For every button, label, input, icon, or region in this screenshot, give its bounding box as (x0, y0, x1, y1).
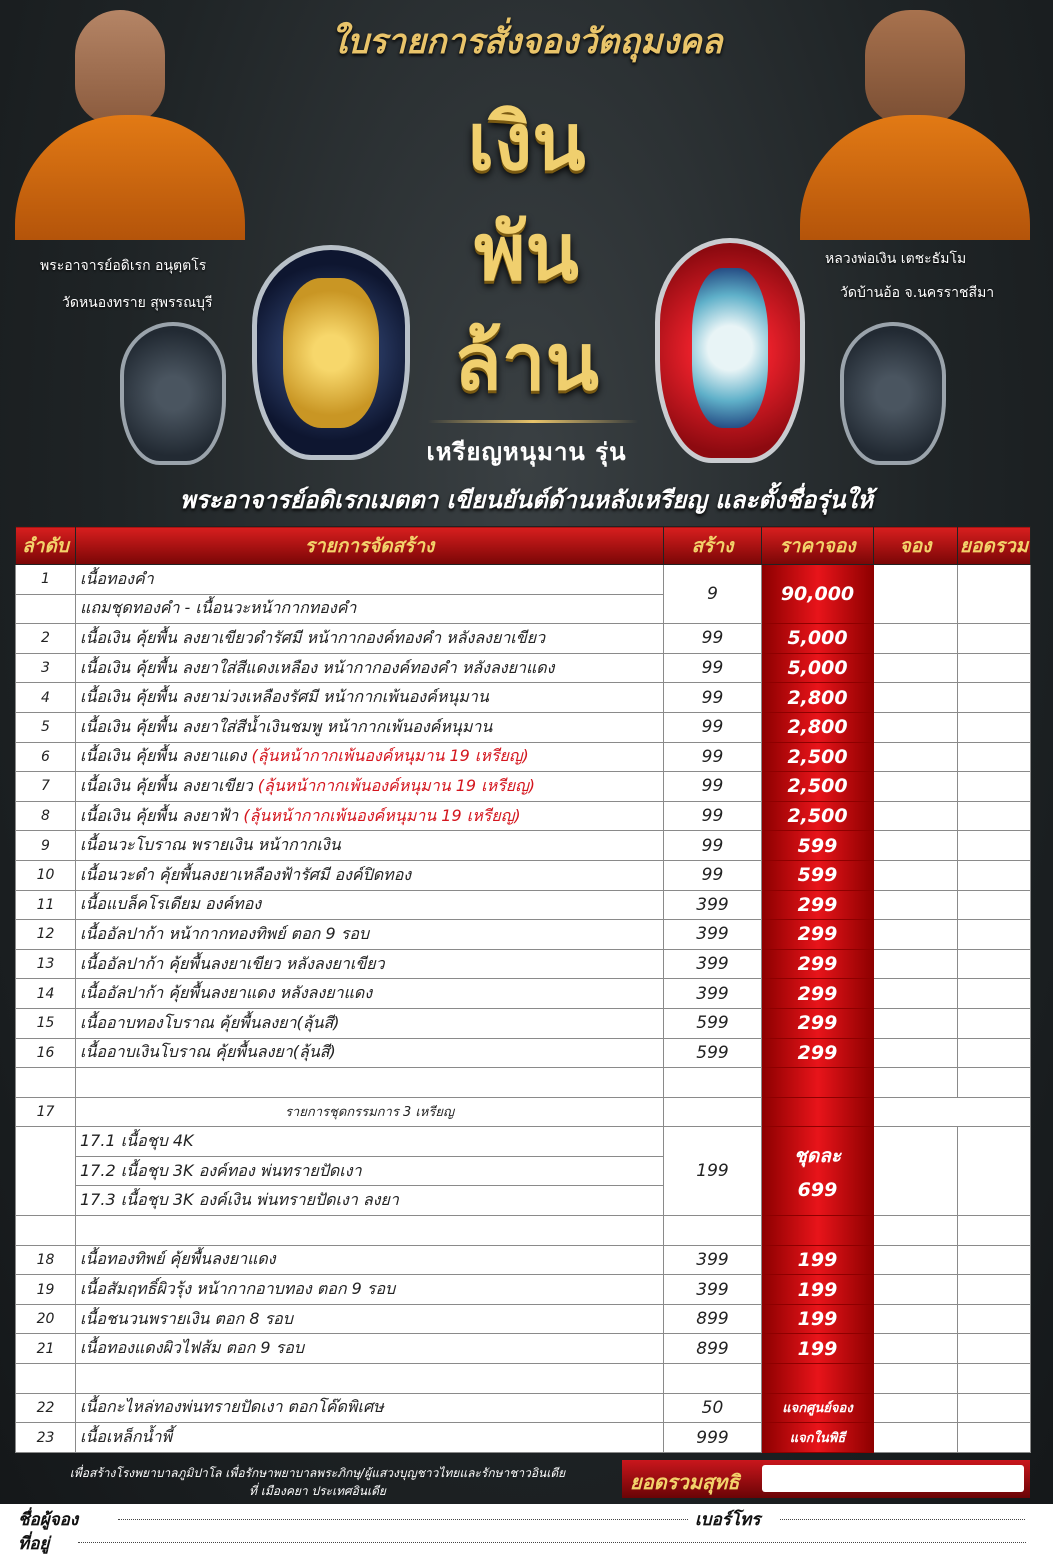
row-price (762, 1364, 874, 1394)
row-built: 99 (664, 624, 762, 654)
row-price (762, 1097, 874, 1127)
title-divider (428, 420, 638, 423)
table-row (16, 653, 1031, 683)
row-no: 14 (16, 979, 76, 1009)
medal-gold-hanuman (252, 245, 410, 460)
row-price: 5,000 (762, 624, 874, 654)
row-price: 199 (762, 1334, 874, 1364)
row-price (762, 1127, 874, 1216)
row-built: 50 (664, 1393, 762, 1423)
row-desc (76, 1216, 664, 1246)
row-price: 2,800 (762, 683, 874, 713)
row-desc (76, 683, 664, 713)
row-order-cell[interactable] (874, 890, 958, 920)
row-built: 99 (664, 742, 762, 772)
row-desc-text: เนื้อทองแดงผิวไฟส้ม ตอก 9 รอบ (80, 1338, 305, 1358)
row-desc-text: เนื้อกะไหล่ทองพ่นทรายปัดเงา ตอกโค๊ดพิเศษ (80, 1397, 384, 1417)
row-no: 5 (16, 712, 76, 742)
row-no (16, 1127, 76, 1216)
row-price: 199 (762, 1245, 874, 1275)
big-title-word-2: พัน (474, 207, 579, 298)
row-no: 13 (16, 949, 76, 979)
row-total-cell[interactable] (958, 565, 1031, 624)
row-order-cell[interactable] (874, 949, 958, 979)
row-total-cell[interactable] (958, 1245, 1031, 1275)
phone-field[interactable] (780, 1519, 1025, 1520)
row-no: 19 (16, 1275, 76, 1305)
row-order-cell[interactable] (874, 979, 958, 1009)
row-desc-text: เนื้อเงิน คุ้ยพื้น ลงยาฟ้า (80, 805, 239, 825)
row-desc-text: เนื้อเงิน คุ้ยพื้น ลงยาใส่สีแดงเหลือง หน้ากากองค์ทองคำ หลังลงยาแดง (80, 657, 555, 677)
header-total: ยอดรวม (958, 527, 1031, 565)
row-built: 399 (664, 890, 762, 920)
row-desc (76, 831, 664, 861)
row-order-cell[interactable] (874, 1008, 958, 1038)
row-total-cell[interactable] (958, 1393, 1031, 1423)
row-built: 399 (664, 1245, 762, 1275)
row-no: 20 (16, 1304, 76, 1334)
row-desc-text: เนื้อนวะโบราณ พรายเงิน หน้ากากเงิน (80, 835, 341, 855)
row-built: 399 (664, 949, 762, 979)
purpose-line-2: ที่ เมืองคยา ประเทศอินเดีย (249, 1484, 386, 1498)
table-row (16, 1038, 1031, 1068)
row-order-cell[interactable] (874, 860, 958, 890)
row-built: 599 (664, 1038, 762, 1068)
row-order-cell[interactable] (874, 1245, 958, 1275)
row-desc-text: เนื้ออาบทองโบราณ คุ้ยพื้นลงยา(ลุ้นสี) (80, 1012, 340, 1032)
net-total-field[interactable] (762, 1465, 1024, 1492)
row-built (664, 1068, 762, 1098)
monk-right-temple: วัดบ้านอ้อ จ.นครราชสีมา (840, 285, 995, 301)
set17-price-line2: 699 (797, 1179, 838, 1202)
row-desc (76, 949, 664, 979)
table-row (16, 949, 1031, 979)
row-built: 199 (664, 1127, 762, 1216)
row-built: 899 (664, 1334, 762, 1364)
row-note: (ลุ้นหน้ากากเพ้นองค์หนุมาน 19 เหรียญ) (252, 775, 536, 795)
row-order-cell[interactable] (874, 653, 958, 683)
name-label: ชื่อผู้จอง (18, 1510, 79, 1530)
row-total-cell[interactable] (958, 1304, 1031, 1334)
row-order-cell[interactable] (874, 565, 958, 624)
row-desc-text: เนื้อเงิน คุ้ยพื้น ลงยาเขียวดำรัศมี หน้ากากองค์ทองคำ หลังลงยาเขียว (80, 627, 546, 647)
set17-item: 17.2 เนื้อชุบ 3K องค์ทอง พ่นทรายปัดเงา (76, 1156, 664, 1186)
row-total-cell[interactable] (958, 1127, 1031, 1216)
set17-price-line1: ชุดละ (793, 1145, 842, 1168)
row-price: 299 (762, 979, 874, 1009)
row-built: 899 (664, 1304, 762, 1334)
row-no: 21 (16, 1334, 76, 1364)
row-total-cell[interactable] (958, 742, 1031, 772)
row-built: 399 (664, 920, 762, 950)
row-order-cell[interactable] (874, 1304, 958, 1334)
row-built: 99 (664, 712, 762, 742)
row-no: 2 (16, 624, 76, 654)
row-total-cell[interactable] (958, 712, 1031, 742)
table-row (16, 801, 1031, 831)
row-built (664, 1216, 762, 1246)
medal-back-silver-right (840, 322, 946, 465)
row-no: 16 (16, 1038, 76, 1068)
row-order-cell[interactable] (874, 920, 958, 950)
row-built: 99 (664, 801, 762, 831)
row-desc-text: เนื้อเงิน คุ้ยพื้น ลงยาม่วงเหลืองรัศมี หน้ากากเพ้นองค์หนุมาน (80, 687, 489, 707)
row-price: 299 (762, 949, 874, 979)
medal-back-silver-left (120, 322, 226, 465)
row-built: 99 (664, 831, 762, 861)
row-no (16, 1364, 76, 1394)
big-title-word-3: ล้าน (454, 317, 599, 408)
row-price: 2,500 (762, 742, 874, 772)
monk-right-photo (800, 0, 1030, 240)
row-total-cell[interactable] (958, 1068, 1031, 1098)
row-built: 99 (664, 683, 762, 713)
medal-red-hanuman (655, 238, 805, 463)
row-desc (76, 653, 664, 683)
monk-left-photo (15, 0, 245, 240)
row-order-cell[interactable] (874, 1068, 958, 1098)
net-total-label: ยอดรวมสุทธิ (630, 1470, 740, 1494)
row-total-cell[interactable] (958, 1216, 1031, 1246)
row-total-cell[interactable] (958, 653, 1031, 683)
row-total-cell[interactable] (958, 1275, 1031, 1305)
row-price: 299 (762, 890, 874, 920)
table-row (16, 1245, 1031, 1275)
row-price: 5,000 (762, 653, 874, 683)
row-desc-text: เนื้ออัลปาก้า คุ้ยพื้นลงยาเขียว หลังลงยาเขียว (80, 953, 385, 973)
row-desc (76, 742, 664, 772)
row-price: 199 (762, 1304, 874, 1334)
table-row (16, 712, 1031, 742)
row-no: 12 (16, 920, 76, 950)
row-built (664, 1364, 762, 1394)
row-total-cell[interactable] (958, 1334, 1031, 1364)
big-title-word-1: เงิน (467, 97, 586, 188)
table-row (16, 1393, 1031, 1423)
row-desc (76, 1275, 664, 1305)
row-total-cell[interactable] (958, 1038, 1031, 1068)
row-order-cell[interactable] (874, 1423, 958, 1453)
row-built: 599 (664, 1008, 762, 1038)
row-desc (76, 1423, 664, 1453)
header-built: สร้าง (664, 527, 762, 565)
header-price: ราคาจอง (762, 527, 874, 565)
row-price: แจกศูนย์จอง (762, 1393, 874, 1423)
row-built: 9 (664, 565, 762, 624)
row-desc-text: เนื้อสัมฤทธิ์ผิวรุ้ง หน้ากากอาบทอง ตอก 9 รอบ (80, 1279, 396, 1299)
header-order: จอง (874, 527, 958, 565)
row-no: 1 (16, 565, 76, 595)
table-row (16, 624, 1031, 654)
row-desc (76, 624, 664, 654)
row-no: 11 (16, 890, 76, 920)
row-price: 299 (762, 1008, 874, 1038)
row-total-cell[interactable] (958, 772, 1031, 802)
row-total-cell[interactable] (958, 860, 1031, 890)
row-desc (76, 1364, 664, 1394)
row-order-cell[interactable] (874, 1393, 958, 1423)
name-field[interactable] (118, 1519, 688, 1520)
row-no: 18 (16, 1245, 76, 1275)
row-total-cell[interactable] (958, 1008, 1031, 1038)
row-desc-text: เนื้อชนวนพรายเงิน ตอก 8 รอบ (80, 1308, 293, 1328)
footer (0, 1454, 1053, 1554)
row-total-cell[interactable] (958, 683, 1031, 713)
row-desc (76, 772, 664, 802)
row-desc (76, 979, 664, 1009)
row-desc (76, 1008, 664, 1038)
row-no: 10 (16, 860, 76, 890)
row-no: 6 (16, 742, 76, 772)
monk-left-name: พระอาจารย์อดิเรก อนุตฺตโร (40, 258, 207, 274)
table-row (16, 1008, 1031, 1038)
set17-title-row (16, 1097, 1031, 1127)
table-row (16, 565, 1031, 595)
address-field[interactable] (78, 1542, 1026, 1543)
row-price: 599 (762, 831, 874, 861)
table-row (16, 1304, 1031, 1334)
row-no (16, 1068, 76, 1098)
row-price: 2,800 (762, 712, 874, 742)
table-row (16, 772, 1031, 802)
row-desc-bonus: แถมชุดทองคำ - เนื้อนวะหน้ากากทองคำ (76, 594, 664, 624)
row-built: 399 (664, 979, 762, 1009)
row-price: 90,000 (762, 565, 874, 624)
row-desc (76, 1304, 664, 1334)
row-desc (76, 1245, 664, 1275)
row-desc (76, 1068, 664, 1098)
row-built: 399 (664, 1275, 762, 1305)
table-row (16, 1334, 1031, 1364)
row-desc: เนื้อทองคำ (76, 565, 664, 595)
row-order-cell[interactable] (874, 831, 958, 861)
row-order-cell[interactable] (874, 1334, 958, 1364)
row-order-cell[interactable] (874, 683, 958, 713)
row-order-cell[interactable] (874, 801, 958, 831)
row-note: (ลุ้นหน้ากากเพ้นองค์หนุมาน 19 เหรียญ) (238, 805, 521, 825)
row-desc (76, 1334, 664, 1364)
row-price: 2,500 (762, 772, 874, 802)
table-row-spacer (16, 1216, 1031, 1246)
table-row (16, 1275, 1031, 1305)
header-item: รายการจัดสร้าง (76, 527, 664, 565)
row-built: 999 (664, 1423, 762, 1453)
row-desc (76, 890, 664, 920)
row-built: 99 (664, 772, 762, 802)
address-row (0, 1530, 1053, 1554)
row-price (762, 1068, 874, 1098)
row-no: 22 (16, 1393, 76, 1423)
row-no: 9 (16, 831, 76, 861)
row-total-cell[interactable] (958, 979, 1031, 1009)
row-no: 4 (16, 683, 76, 713)
row-total-cell[interactable] (958, 624, 1031, 654)
row-order-cell[interactable] (874, 1275, 958, 1305)
row-no: 17 (16, 1097, 76, 1127)
purpose-line-1: เพื่อสร้างโรงพยาบาลภูมิปาโล เพื่อรักษาพยาบาลพระภิกษุ/ผู้แสวงบุญชาวไทยและรักษาชาวอินเดีย (69, 1466, 566, 1480)
name-phone-row (0, 1504, 1053, 1530)
table-header-row (16, 527, 1031, 565)
row-order-cell[interactable] (874, 712, 958, 742)
row-note: (ลุ้นหน้ากากเพ้นองค์หนุมาน 19 เหรียญ) (246, 746, 529, 766)
row-desc (76, 1038, 664, 1068)
table-row (16, 831, 1031, 861)
table-row (16, 860, 1031, 890)
row-built: 99 (664, 653, 762, 683)
monk-right-name: หลวงพ่อเงิน เตชะธัมโม (825, 251, 967, 267)
row-order-cell[interactable] (874, 1364, 958, 1394)
row-no (16, 1216, 76, 1246)
table-row-spacer (16, 1364, 1031, 1394)
row-order-cell[interactable] (874, 1097, 1031, 1127)
row-order-cell[interactable] (874, 772, 958, 802)
row-desc (76, 712, 664, 742)
row-price: 299 (762, 1038, 874, 1068)
header (0, 0, 1053, 520)
row-no: 8 (16, 801, 76, 831)
table-row (16, 920, 1031, 950)
row-no: 23 (16, 1423, 76, 1453)
row-no: 15 (16, 1008, 76, 1038)
row-desc (76, 860, 664, 890)
banner-text: พระอาจารย์อดิเรกเมตตา เขียนยันต์ด้านหลังเหรียญ และตั้งชื่อรุ่นให้ (179, 486, 874, 514)
table-row (16, 890, 1031, 920)
row-desc-text: เนื้อเงิน คุ้ยพื้น ลงยาเขียว (80, 775, 253, 795)
table-row (16, 1423, 1031, 1453)
row-desc-text: เนื้อเงิน คุ้ยพื้น ลงยาแดง (80, 746, 247, 766)
table-row (16, 979, 1031, 1009)
set17-item-row (16, 1127, 1031, 1157)
row-desc-text: เนื้อเงิน คุ้ยพื้น ลงยาใส่สีน้ำเงินชมพู หน้ากากเพ้นองค์หนุมาน (80, 716, 493, 736)
table-row (16, 742, 1031, 772)
row-order-cell[interactable] (874, 624, 958, 654)
row-desc-text: เนื้ออัลปาก้า หน้ากากทองทิพย์ ตอก 9 รอบ (80, 923, 370, 943)
row-order-cell[interactable] (874, 1216, 958, 1246)
order-table (15, 526, 1030, 1453)
row-desc-text: เนื้ออาบเงินโบราณ คุ้ยพื้นลงยา(ลุ้นสี) (80, 1042, 336, 1062)
row-built (664, 1097, 762, 1127)
set17-title: รายการชุดกรรมการ 3 เหรียญ (76, 1097, 664, 1127)
row-order-cell[interactable] (874, 1127, 958, 1216)
row-total-cell[interactable] (958, 949, 1031, 979)
set17-item: 17.1 เนื้อชุบ 4K (76, 1127, 664, 1157)
row-desc-text: เนื้อทองทิพย์ คุ้ยพื้นลงยาแดง (80, 1249, 276, 1269)
row-total-cell[interactable] (958, 831, 1031, 861)
row-no: 7 (16, 772, 76, 802)
row-total-cell[interactable] (958, 920, 1031, 950)
monk-left-temple: วัดหนองทราย สุพรรณบุรี (62, 295, 213, 311)
row-no: 3 (16, 653, 76, 683)
row-desc-text: เนื้ออัลปาก้า คุ้ยพื้นลงยาแดง หลังลงยาแดง (80, 983, 373, 1003)
row-desc (76, 1393, 664, 1423)
address-label: ที่อยู่ (18, 1534, 50, 1554)
row-total-cell[interactable] (958, 1423, 1031, 1453)
sub-title: เหรียญหนุมาน รุ่น (426, 438, 627, 466)
row-total-cell[interactable] (958, 890, 1031, 920)
table-row (16, 683, 1031, 713)
row-price (762, 1216, 874, 1246)
row-desc-text: เนื้อเหล็กน้ำพี้ (80, 1427, 172, 1447)
row-built: 99 (664, 860, 762, 890)
row-desc (76, 920, 664, 950)
row-price: 2,500 (762, 801, 874, 831)
top-title: ใบรายการสั่งจองวัตถุมงคล (330, 22, 723, 62)
row-desc-text: เนื้อแบล็คโรเดียม องค์ทอง (80, 894, 262, 914)
table-row-spacer (16, 1068, 1031, 1098)
row-desc-text: เนื้อนวะดำ คุ้ยพื้นลงยาเหลืองฟ้ารัศมี องค์ปิดทอง (80, 864, 412, 884)
row-price: 599 (762, 860, 874, 890)
net-total-box (622, 1460, 1030, 1498)
set17-item: 17.3 เนื้อชุบ 3K องค์เงิน พ่นทรายปัดเงา ลงยา (76, 1186, 664, 1216)
phone-label: เบอร์โทร (695, 1510, 761, 1530)
header-no: ลำดับ (16, 527, 76, 565)
row-price: 299 (762, 920, 874, 950)
row-order-cell[interactable] (874, 742, 958, 772)
row-desc (76, 801, 664, 831)
row-price: แจกในพิธี (762, 1423, 874, 1453)
row-price: 199 (762, 1275, 874, 1305)
row-total-cell[interactable] (958, 1364, 1031, 1394)
row-total-cell[interactable] (958, 801, 1031, 831)
row-order-cell[interactable] (874, 1038, 958, 1068)
